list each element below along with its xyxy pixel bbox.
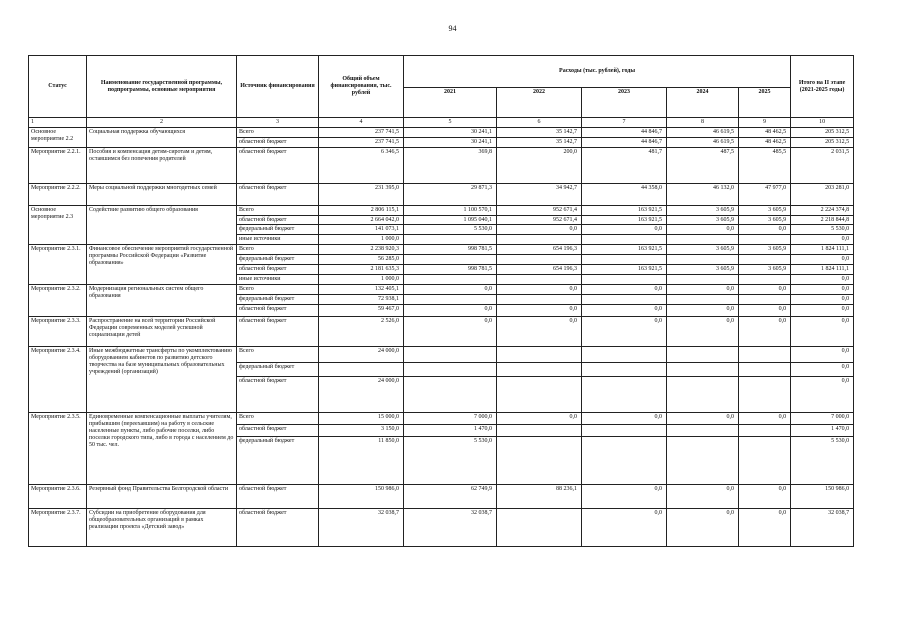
name-cell: Иные межбюджетные трансферты по укомплектованию оборудованием кабинетов по развитию детского творчества на базе муниципальных образовательных учреждений (организаций) [87,347,237,413]
source-cell: федеральный бюджет [237,437,319,485]
source-cell: иные источники [237,275,319,285]
value-cell [582,295,667,305]
value-cell: 46 619,5 [667,137,739,147]
value-cell: 48 462,5 [739,137,791,147]
value-cell: 3 605,9 [739,215,791,225]
value-cell [739,235,791,245]
value-cell: 2 218 844,8 [791,215,854,225]
value-cell: 0,0 [497,285,582,295]
value-cell: 2 526,0 [319,317,404,347]
value-cell: 2 664 042,0 [319,215,404,225]
value-cell: 203 281,0 [791,183,854,205]
header-year: 2021 [404,88,497,118]
value-cell: 998 781,5 [404,245,497,255]
name-cell: Пособия и компенсация детям-сиротам и детям, оставшимся без попечения родителей [87,147,237,183]
table-row [29,317,854,347]
value-cell: 654 196,3 [497,265,582,275]
source-cell: областной бюджет [237,265,319,275]
status-cell: Мероприятие 2.3.3. [29,317,87,347]
value-cell: 0,0 [667,305,739,317]
header-year: 2025 [739,88,791,118]
header-year: 2024 [667,88,739,118]
value-cell: 0,0 [582,509,667,547]
value-cell: 44 358,0 [582,183,667,205]
value-cell: 3 150,0 [319,425,404,437]
value-cell: 0,0 [791,305,854,317]
value-cell: 487,5 [667,147,739,183]
name-cell: Содействие развитию общего образования [87,205,237,245]
value-cell: 5 530,0 [404,437,497,485]
value-cell: 163 921,5 [582,205,667,215]
source-cell: федеральный бюджет [237,255,319,265]
column-number: 10 [791,118,854,128]
value-cell [582,235,667,245]
value-cell: 0,0 [791,255,854,265]
source-cell: федеральный бюджет [237,295,319,305]
value-cell: 0,0 [739,305,791,317]
value-cell: 150 986,0 [791,485,854,509]
value-cell [667,255,739,265]
value-cell: 0,0 [791,235,854,245]
column-number: 8 [667,118,739,128]
value-cell [497,255,582,265]
value-cell: 3 605,9 [667,205,739,215]
column-number: 2 [87,118,237,128]
value-cell: 369,8 [404,147,497,183]
source-cell: областной бюджет [237,509,319,547]
source-cell: Всего [237,245,319,255]
value-cell [582,347,667,363]
status-cell: Мероприятие 2.3.2. [29,285,87,317]
value-cell [582,275,667,285]
status-cell: Мероприятие 2.3.5. [29,413,87,485]
value-cell: 2 806 115,1 [319,205,404,215]
value-cell: 481,7 [582,147,667,183]
status-cell: Мероприятие 2.2.1. [29,147,87,183]
name-cell: Социальная поддержка обучающихся [87,127,237,147]
value-cell: 0,0 [582,317,667,347]
value-cell [404,377,497,413]
source-cell: Всего [237,413,319,425]
table-row [29,347,854,363]
value-cell: 32 038,7 [319,509,404,547]
source-cell: областной бюджет [237,305,319,317]
value-cell: 0,0 [582,485,667,509]
value-cell: 0,0 [582,225,667,235]
value-cell [497,425,582,437]
table-row [29,147,854,183]
source-cell: Всего [237,285,319,295]
value-cell: 0,0 [404,305,497,317]
value-cell: 0,0 [497,225,582,235]
header-year: 2023 [582,88,667,118]
value-cell: 0,0 [667,413,739,425]
value-cell: 30 241,1 [404,137,497,147]
value-cell: 3 605,9 [739,265,791,275]
value-cell: 205 312,5 [791,137,854,147]
status-cell: Мероприятие 2.3.7. [29,509,87,547]
value-cell [404,295,497,305]
value-cell: 132 405,1 [319,285,404,295]
value-cell: 163 921,5 [582,215,667,225]
value-cell: 0,0 [667,317,739,347]
source-cell: федеральный бюджет [237,225,319,235]
value-cell [667,425,739,437]
value-cell: 32 038,7 [404,509,497,547]
value-cell: 48 462,5 [739,127,791,137]
value-cell [582,363,667,377]
value-cell: 0,0 [791,295,854,305]
value-cell: 2 224 374,8 [791,205,854,215]
value-cell: 3 605,9 [667,215,739,225]
header-status: Статус [29,56,87,118]
header-expenses: Расходы (тыс. рублей), годы [404,56,791,88]
value-cell: 205 312,5 [791,127,854,137]
value-cell [404,363,497,377]
status-cell: Мероприятие 2.3.1. [29,245,87,285]
table-row [29,285,854,295]
value-cell: 7 000,0 [404,413,497,425]
value-cell: 0,0 [739,509,791,547]
value-cell [582,437,667,485]
value-cell: 5 530,0 [791,225,854,235]
value-cell: 2 181 635,3 [319,265,404,275]
value-cell: 237 741,5 [319,137,404,147]
value-cell [404,255,497,265]
value-cell: 1 000,0 [319,235,404,245]
column-number: 3 [237,118,319,128]
column-number: 1 [29,118,87,128]
name-cell: Единовременные компенсационные выплаты учителям, прибывшим (переехавшим) на работу в сельские населенные пункты, либо рабочие поселки, либо поселки городского типа, либо в города с населением до 50 тыс. чел. [87,413,237,485]
source-cell: Всего [237,127,319,137]
value-cell: 44 846,7 [582,127,667,137]
column-number: 5 [404,118,497,128]
value-cell: 3 605,9 [667,245,739,255]
source-cell: иные источники [237,235,319,245]
financing-table [28,55,854,547]
value-cell: 0,0 [582,305,667,317]
source-cell: областной бюджет [237,425,319,437]
name-cell: Финансовое обеспечение мероприятий государственной программы Российской Федерации «Развитие образования» [87,245,237,285]
value-cell: 150 986,0 [319,485,404,509]
value-cell: 35 142,7 [497,127,582,137]
value-cell: 7 000,0 [791,413,854,425]
status-cell: Мероприятие 2.2.2. [29,183,87,205]
name-cell: Субсидии на приобретение оборудования для общеобразовательных организаций в рамках реализации проекта «Детский завод» [87,509,237,547]
value-cell [667,437,739,485]
value-cell: 6 346,5 [319,147,404,183]
value-cell: 88 236,1 [497,485,582,509]
value-cell: 11 850,0 [319,437,404,485]
value-cell: 163 921,5 [582,245,667,255]
value-cell: 3 605,9 [739,245,791,255]
value-cell: 47 977,0 [739,183,791,205]
value-cell [667,363,739,377]
value-cell [739,347,791,363]
source-cell: областной бюджет [237,137,319,147]
value-cell [739,275,791,285]
value-cell: 1 000,0 [319,275,404,285]
value-cell [667,295,739,305]
value-cell: 1 100 570,1 [404,205,497,215]
value-cell: 44 846,7 [582,137,667,147]
value-cell: 141 073,1 [319,225,404,235]
value-cell: 3 605,9 [667,265,739,275]
source-cell: Всего [237,347,319,363]
value-cell: 0,0 [582,413,667,425]
value-cell: 24 000,0 [319,377,404,413]
header-source: Источник финансирования [237,56,319,118]
table-row [29,127,854,137]
value-cell: 0,0 [404,317,497,347]
status-cell: Мероприятие 2.3.6. [29,485,87,509]
source-cell: областной бюджет [237,485,319,509]
value-cell [582,425,667,437]
value-cell: 0,0 [791,317,854,347]
value-cell: 0,0 [739,413,791,425]
name-cell: Меры социальной поддержки многодетных семей [87,183,237,205]
value-cell: 0,0 [791,363,854,377]
source-cell: Всего [237,205,319,215]
value-cell: 0,0 [497,305,582,317]
table-row [29,413,854,425]
value-cell: 200,0 [497,147,582,183]
header-name: Наименование государственной программы, подпрограммы, основные мероприятия [87,56,237,118]
value-cell: 0,0 [404,285,497,295]
value-cell: 30 241,1 [404,127,497,137]
value-cell: 0,0 [667,285,739,295]
value-cell: 46 132,0 [667,183,739,205]
value-cell: 5 530,0 [404,225,497,235]
value-cell [497,275,582,285]
value-cell: 5 530,0 [791,437,854,485]
value-cell [667,235,739,245]
value-cell: 0,0 [739,485,791,509]
value-cell: 46 619,5 [667,127,739,137]
source-cell: областной бюджет [237,215,319,225]
value-cell: 0,0 [497,413,582,425]
name-cell: Модернизация региональных систем общего образования [87,285,237,317]
value-cell: 237 741,5 [319,127,404,137]
value-cell: 62 749,9 [404,485,497,509]
source-cell: федеральный бюджет [237,363,319,377]
value-cell: 56 285,0 [319,255,404,265]
value-cell [404,347,497,363]
value-cell: 3 605,9 [739,205,791,215]
value-cell: 35 142,7 [497,137,582,147]
value-cell: 0,0 [791,275,854,285]
value-cell: 654 196,3 [497,245,582,255]
value-cell: 0,0 [791,377,854,413]
value-cell: 485,5 [739,147,791,183]
value-cell [497,363,582,377]
value-cell: 0,0 [739,317,791,347]
value-cell: 32 038,7 [791,509,854,547]
value-cell: 24 000,0 [319,347,404,363]
value-cell [667,275,739,285]
table-row [29,183,854,205]
value-cell: 72 938,1 [319,295,404,305]
value-cell: 59 467,0 [319,305,404,317]
value-cell: 1 824 111,1 [791,265,854,275]
status-cell: Основное мероприятие 2.2 [29,127,87,147]
value-cell: 34 942,7 [497,183,582,205]
value-cell: 1 470,0 [404,425,497,437]
header-year: 2022 [497,88,582,118]
value-cell [497,509,582,547]
value-cell [739,377,791,413]
value-cell [739,425,791,437]
header-stage-total: Итого на II этапе (2021-2025 годы) [791,56,854,118]
value-cell [582,377,667,413]
column-number: 7 [582,118,667,128]
value-cell: 998 781,5 [404,265,497,275]
name-cell: Распространение на всей территории Российской Федерации современных моделей успешной социализации детей [87,317,237,347]
table-row [29,245,854,255]
value-cell [404,275,497,285]
value-cell: 0,0 [791,285,854,295]
value-cell [497,235,582,245]
value-cell: 0,0 [739,285,791,295]
value-cell: 15 000,0 [319,413,404,425]
value-cell [497,347,582,363]
value-cell [497,295,582,305]
source-cell: областной бюджет [237,317,319,347]
value-cell [667,377,739,413]
value-cell: 163 921,5 [582,265,667,275]
value-cell: 2 238 920,3 [319,245,404,255]
value-cell [497,437,582,485]
value-cell [497,377,582,413]
value-cell: 0,0 [739,225,791,235]
value-cell [739,437,791,485]
value-cell: 29 871,3 [404,183,497,205]
column-number: 6 [497,118,582,128]
value-cell [404,235,497,245]
value-cell [739,255,791,265]
value-cell [582,255,667,265]
column-number: 9 [739,118,791,128]
value-cell: 1 470,0 [791,425,854,437]
value-cell: 1 095 040,1 [404,215,497,225]
table-row [29,485,854,509]
value-cell [319,363,404,377]
status-cell: Мероприятие 2.3.4. [29,347,87,413]
value-cell [739,363,791,377]
source-cell: областной бюджет [237,183,319,205]
value-cell: 0,0 [667,509,739,547]
value-cell: 952 671,4 [497,215,582,225]
header-total: Общий объем финансирования, тыс. рублей [319,56,404,118]
table-row [29,509,854,547]
value-cell: 1 824 111,1 [791,245,854,255]
value-cell: 0,0 [791,347,854,363]
value-cell: 0,0 [582,285,667,295]
value-cell: 2 031,5 [791,147,854,183]
value-cell: 0,0 [667,225,739,235]
value-cell: 0,0 [497,317,582,347]
status-cell: Основное мероприятие 2.3 [29,205,87,245]
table-row [29,205,854,215]
source-cell: областной бюджет [237,147,319,183]
value-cell: 0,0 [667,485,739,509]
column-number: 4 [319,118,404,128]
value-cell [739,295,791,305]
source-cell: областной бюджет [237,377,319,413]
value-cell: 952 671,4 [497,205,582,215]
name-cell: Резервный фонд Правительства Белгородской области [87,485,237,509]
page-number: 94 [448,24,457,33]
value-cell: 231 395,0 [319,183,404,205]
value-cell [667,347,739,363]
